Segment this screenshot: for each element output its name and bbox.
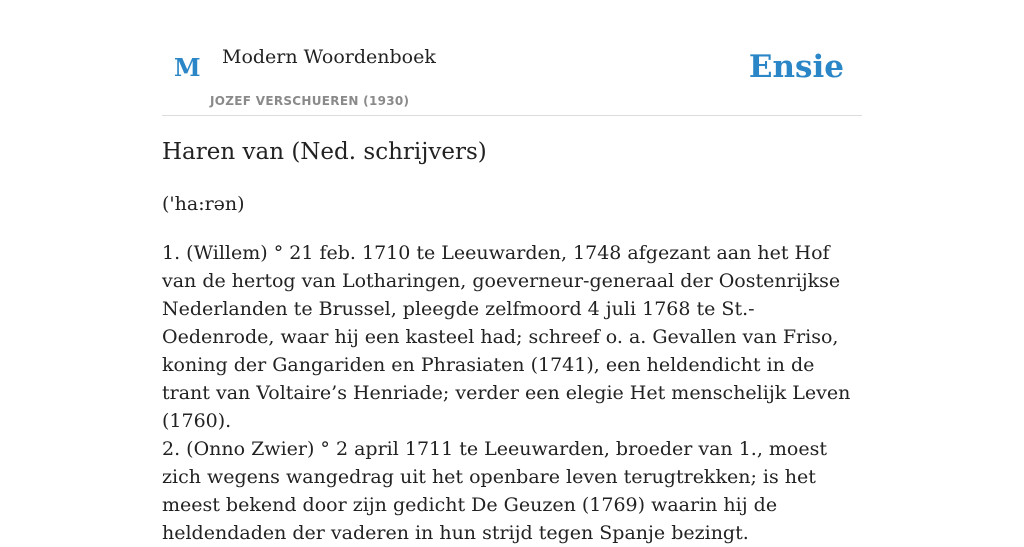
source-header xyxy=(162,0,862,116)
source-author: JOZEF VERSCHUEREN (1930) xyxy=(210,94,410,108)
ensie-logo[interactable]: Ensie xyxy=(748,49,844,85)
pronunciation: ('ha:rən) xyxy=(162,193,245,215)
article-page xyxy=(162,0,862,544)
source-title-link[interactable]: Modern Woordenboek xyxy=(222,46,436,68)
entry-title: Haren van (Ned. schrijvers) xyxy=(162,139,487,165)
entry-paragraph-1: 1. (Willem) ° 21 feb. 1710 te Leeuwarden, 1748 afgezant aan het Hof van de hertog van Lotharingen, goeverneur-generaal der Oostenrijkse Nederlanden te Brussel, pleegde zelfmoord 4 juli 1768 te St.-Oedenrode, waar hij een kasteel had; schreef o. a. Gevallen van Friso, koning der Gangariden en Phrasiaten (1741), een heldendicht in de trant van Voltaire’s Henriade; verder een elegie Het menschelijk Leven (1760). xyxy=(162,242,851,432)
entry-paragraph-2: 2. (Onno Zwier) ° 2 april 1711 te Leeuwarden, broeder van 1., moest zich wegens wangedrag uit het openbare leven terugtrekken; is het meest bekend door zijn gedicht De Geuzen (1769) waarin hij de heldendaden der vaderen in hun strijd tegen Spanje bezingt. xyxy=(162,438,827,544)
source-logo[interactable]: M xyxy=(174,53,201,82)
entry-body xyxy=(162,239,862,547)
